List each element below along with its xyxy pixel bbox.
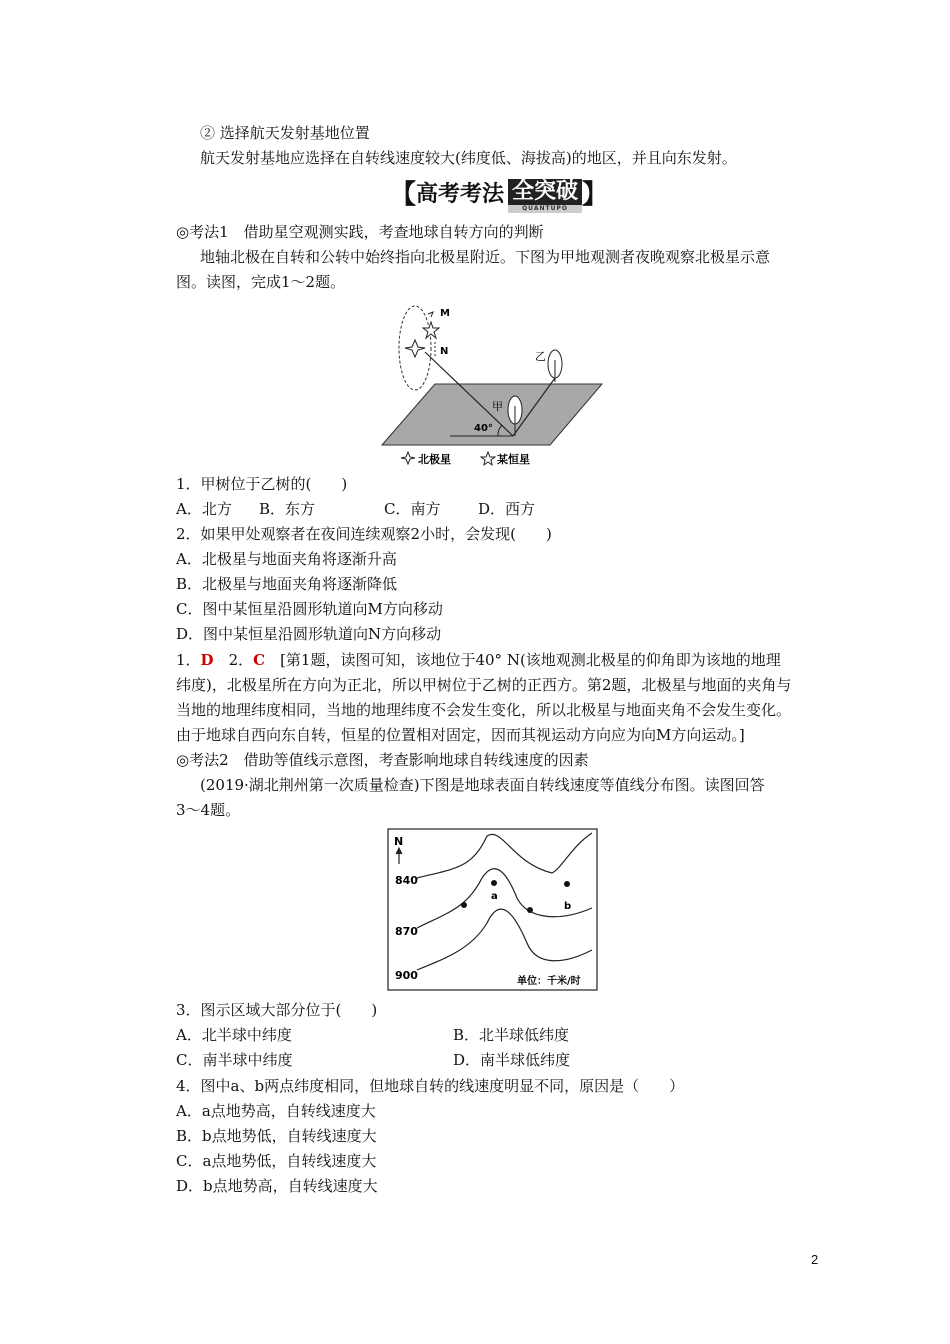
point-right xyxy=(527,907,533,913)
point-left xyxy=(461,902,467,908)
q4-stem: 4．图中a、b两点纬度相同，但地球自转的线速度明显不同，原因是（ ） xyxy=(176,1077,685,1095)
answer1-line3: 当地的地理纬度相同，当地的地理纬度不会发生变化，所以北极星与地面夹角不会发生变化。 xyxy=(176,701,792,719)
answer-2: C xyxy=(253,651,266,669)
banner-box-text: 全突破 xyxy=(512,179,579,204)
answer1-line4: 由于地球自西向东自转，恒星的位置相对固定，因而其视运动方向应为向M方向运动。] xyxy=(176,726,745,744)
intro-text: 航天发射基地应选择在自转线速度较大(纬度低、海拔高)的地区，并且向东发射。 xyxy=(200,149,737,167)
q1-option-b: B．东方 xyxy=(259,500,316,518)
unit-label: 单位：千米/时 xyxy=(517,976,581,987)
q2-option-a: A．北极星与地面夹角将逐渐升高 xyxy=(176,550,397,568)
section-heading: ② 选择航天发射基地位置 xyxy=(200,124,370,142)
banner-title: 高考考法 xyxy=(416,181,505,207)
q1-option-d: D．西方 xyxy=(478,500,536,518)
point-b xyxy=(564,881,570,887)
q4-option-b: B．b点地势低，自转线速度大 xyxy=(176,1127,377,1145)
contour-figure xyxy=(387,828,599,992)
answer-1: D xyxy=(200,651,214,669)
answer-num-2: 2． xyxy=(213,651,254,669)
section-banner xyxy=(390,177,609,212)
q2-option-d: D．图中某恒星沿圆形轨道向N方向移动 xyxy=(176,625,442,643)
q3-stem: 3．图示区域大部分位于( ) xyxy=(176,1001,378,1019)
legend-polaris: 北极星 xyxy=(418,453,451,466)
answer1-line1 xyxy=(176,650,781,670)
method1-intro-line1: 地轴北极在自转和公转中始终指向北极星附近。下图为甲地观测者夜晚观察北极星示意 xyxy=(200,248,771,266)
legend-star: 某恒星 xyxy=(497,453,530,466)
label-b: b xyxy=(564,901,572,912)
q4-option-a: A．a点地势高，自转线速度大 xyxy=(176,1102,376,1120)
q2-stem: 2．如果甲处观察者在夜间连续观察2小时，会发现( ) xyxy=(176,525,552,543)
method1-intro-line2: 图。读图，完成1～2题。 xyxy=(176,273,346,291)
north-label: N xyxy=(394,835,404,848)
banner-right-bracket: 】 xyxy=(582,179,609,210)
method2-intro-line1: (2019·湖北荆州第一次质量检查)下图是地球表面自转线速度等值线分布图。读图回答 xyxy=(200,776,765,794)
polaris-icon xyxy=(405,340,425,357)
method2-title: ◎考法2 借助等值线示意图，考查影响地球自转线速度的因素 xyxy=(176,751,589,769)
method1-title: ◎考法1 借助星空观测实践，考查地球自转方向的判断 xyxy=(176,223,544,241)
legend-polaris-icon xyxy=(401,452,415,464)
q4-option-c: C．a点地势低，自转线速度大 xyxy=(176,1152,377,1170)
label-yi: 乙 xyxy=(535,350,546,363)
banner-subtitle: QUANTUPO xyxy=(508,205,582,213)
q1-option-c: C．南方 xyxy=(384,500,441,518)
tree-yi-icon xyxy=(548,350,562,382)
answer1-explain-1: [第1题，读图可知，该地位于40° N(该地观测北极星的仰角即为该地的地理 xyxy=(265,651,781,669)
q3-option-b: B．北半球低纬度 xyxy=(453,1026,570,1044)
q3-option-a: A．北半球中纬度 xyxy=(176,1026,292,1044)
label-n: N xyxy=(440,346,449,357)
q2-option-c: C．图中某恒星沿圆形轨道向M方向移动 xyxy=(176,600,443,618)
label-a: a xyxy=(491,891,498,902)
angle-label: 40° xyxy=(474,423,493,434)
banner-box xyxy=(508,179,582,212)
star-icon xyxy=(423,322,439,338)
answer-num-1: 1． xyxy=(176,651,201,669)
label-jia: 甲 xyxy=(492,400,503,413)
point-a xyxy=(491,880,497,886)
label-m: M xyxy=(440,308,450,319)
q2-option-b: B．北极星与地面夹角将逐渐降低 xyxy=(176,575,398,593)
banner-left-bracket: 【 xyxy=(390,179,417,210)
contour-label-870: 870 xyxy=(395,925,418,938)
contour-label-900: 900 xyxy=(395,969,418,982)
q1-stem: 1．甲树位于乙树的( ) xyxy=(176,475,348,493)
q1-option-a: A．北方 xyxy=(176,500,232,518)
contour-label-840: 840 xyxy=(395,874,418,887)
q3-option-c: C．南半球中纬度 xyxy=(176,1051,293,1069)
page-number: 2 xyxy=(811,1252,819,1267)
answer1-line2: 纬度)，北极星所在方向为正北，所以甲树位于乙树的正西方。第2题，北极星与地面的夹角与 xyxy=(176,676,792,694)
polaris-observation-figure xyxy=(380,300,605,472)
legend-star-icon xyxy=(481,452,495,465)
method2-intro-line2: 3～4题。 xyxy=(176,801,241,819)
orbit-arrow-m xyxy=(428,312,433,317)
q4-option-d: D．b点地势高，自转线速度大 xyxy=(176,1177,378,1195)
q3-option-d: D．南半球低纬度 xyxy=(453,1051,571,1069)
